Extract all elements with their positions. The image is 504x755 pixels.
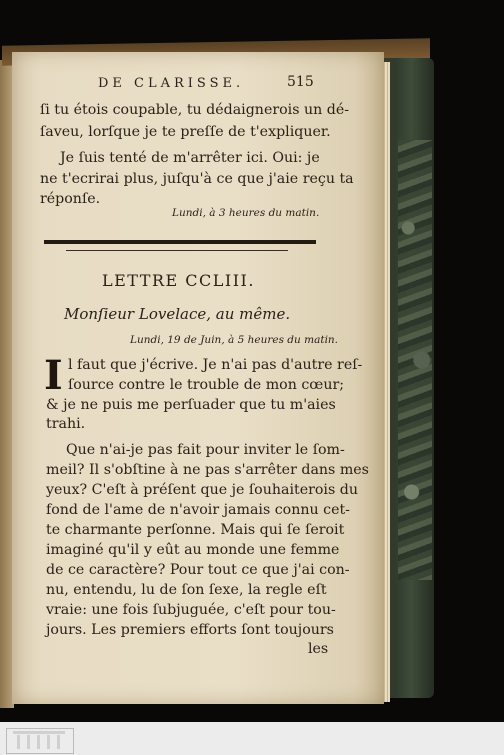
thick-rule — [44, 240, 316, 244]
text-line: nu, entendu, lu de ſon ſexe, la regle eſt — [46, 582, 327, 598]
running-title: DE CLARISSE. — [98, 76, 245, 91]
page-number: 515 — [287, 74, 314, 90]
library-building-icon — [6, 728, 74, 754]
text-line: de ce caractère? Pour tout ce que j'ai con- — [46, 562, 350, 578]
letter-salutation: Monſieur Lovelace, au même. — [64, 305, 291, 323]
thin-rule — [66, 250, 288, 251]
drop-cap: I — [44, 352, 63, 399]
text-line: jours. Les premiers efforts ſont toujours — [46, 622, 334, 638]
text-line: yeux? C'eſt à préſent que je ſouhaiterois du — [46, 482, 358, 498]
catchword: les — [308, 641, 329, 657]
signoff-dateline: Lundi, à 3 heures du matin. — [172, 207, 320, 219]
marbled-cover-pattern — [398, 140, 432, 580]
text-line: réponſe. — [40, 191, 101, 207]
text-line: & je ne puis me perſuader que tu m'aies — [46, 397, 336, 413]
viewer-footer-bar — [0, 722, 504, 755]
text-line: l faut que j'écrive. Je n'ai pas d'autre reſ- — [68, 357, 363, 373]
text-line: Je ſuis tenté de m'arrêter ici. Oui: je — [60, 150, 320, 166]
text-line: Que n'ai-je pas fait pour inviter le ſom- — [66, 442, 345, 458]
text-line: fond de l'ame de n'avoir jamais connu cet- — [46, 502, 350, 518]
text-line: te charmante perſonne. Mais qui ſe ſeroit — [46, 522, 345, 538]
text-line: ne t'ecrirai plus, juſqu'à ce que j'aie reçu ta — [40, 171, 354, 187]
letter-dateline: Lundi, 19 de Juin, à 5 heures du matin. — [130, 334, 339, 346]
letter-heading: LETTRE CCLIII. — [102, 271, 255, 290]
text-line: trahi. — [46, 416, 86, 432]
text-line: ſi tu étois coupable, tu dédaignerois un dé- — [40, 102, 350, 118]
text-line: imaginé qu'il y eût au monde une femme — [46, 542, 340, 558]
text-line: vraie: une fois ſubjuguée, c'eſt pour tou- — [46, 602, 336, 618]
text-line: ſource contre le trouble de mon cœur; — [68, 377, 345, 393]
text-line: ſaveu, lorſque je te preſſe de t'expliquer. — [40, 124, 331, 140]
text-line: meil? Il s'obſtine à ne pas s'arrêter dans mes — [46, 462, 369, 478]
